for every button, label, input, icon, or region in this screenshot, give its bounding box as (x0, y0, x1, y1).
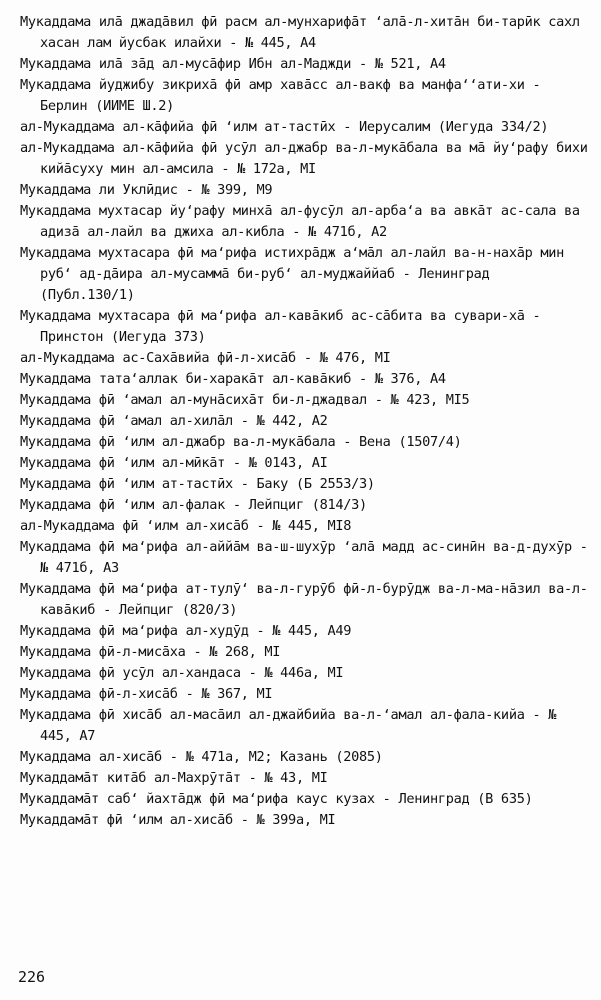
index-entry: Мукаддама ила̄ за̄д ал-муса̄фир Ибн ал-Маджди - № 521, А4 (20, 56, 446, 72)
index-entry: Мукаддама йуджибу зикриха̄ фӣ амр хава̄сс ал-вакф ва манфа‘‘ати-хи - Берлин (ИИМЕ Ш.2) (20, 77, 541, 114)
index-entry: ал-Мукаддама ал-ка̄фийа фӣ ‘илм ат-тастӣх - Иерусалим (Иегуда 334/2) (20, 119, 549, 135)
index-entry: Мукаддама ли Уклӣдис - № 399, М9 (20, 182, 273, 198)
index-entry: Мукаддама фӣ ма‘рифа ал-аййа̄м ва-ш-шухӯр ‘ала̄ мадд ас-синӣн ва-д-духӯр - № 471б, А3 (20, 539, 588, 576)
index-entry: Мукаддама фӣ ‘илм ал-фалак - Лейпциг (814/3) (20, 497, 367, 513)
index-entry: Мукаддама ал-хиса̄б - № 471а, М2; Казань (2085) (20, 749, 383, 765)
index-entry: Мукаддама фӣ ‘илм ал-мӣка̄т - № 0143, АI (20, 455, 328, 471)
index-entry: Мукаддама̄т саб‘ йахта̄дж фӣ ма‘рифа каус кузах - Ленинград (В 635) (20, 791, 533, 807)
index-entry: Мукаддама тата‘аллак би-харака̄т ал-кава̄киб - № 376, А4 (20, 371, 446, 387)
index-entry: ал-Мукаддама ас-Саха̄вийа фӣ-л-хиса̄б - № 476, МI (20, 350, 391, 366)
index-entry: ал-Мукаддама фӣ ‘илм ал-хиса̄б - № 445, МI8 (20, 518, 352, 534)
index-entry: Мукаддама мухтасара фӣ ма‘рифа истихра̄дж а‘ма̄л ал-лайл ва-н-наха̄р мин руб‘ ад-да̄ира ал-мусамма̄ би-руб‘ ал-муджаййаб - Ленинград (Публ.130/1) (20, 245, 565, 303)
index-entry: Мукаддама фӣ ма‘рифа ат-тулӯ‘ ва-л-гурӯб фӣ-л-бурӯдж ва-л-ма-на̄зил ва-л-кава̄киб - Лейпциг (820/3) (20, 581, 588, 618)
index-entry: ал-Мукаддама ал-ка̄фийа фӣ усӯл ал-джабр ва-л-мука̄бала ва ма̄ йу‘рафу бихи кийа̄сухy мин ал-амсила - № 172а, МI (20, 140, 588, 177)
index-entry: Мукаддама̄т фӣ ‘илм ал-хиса̄б - № 399а, МI (20, 812, 336, 828)
index-entry: Мукаддама фӣ-л-миса̄ха - № 268, МI (20, 644, 281, 660)
index-entry: Мукаддама фӣ ‘илм ат-тастӣх - Баку (Б 2553/3) (20, 476, 375, 492)
index-entry-list (20, 12, 588, 831)
index-entry: Мукаддама фӣ ‘амал ал-муна̄сиха̄т би-л-джадвал - № 423, МI5 (20, 392, 470, 408)
index-entry: Мукаддама мухтасара фӣ ма‘рифа ал-кава̄киб ас-са̄бита ва сувари-ха̄ - Принстон (Иегуда 373) (20, 308, 541, 345)
index-entry: Мукаддама ила̄ джадāвил фӣ расм ал-мунхарифāт ‘ала̄-л-хита̄н би-тарӣк сахл хасан лам йусбак илайхи - № 445, А4 (20, 14, 580, 51)
index-entry: Мукаддама фӣ ма‘рифа ал-худӯд - № 445, А49 (20, 623, 352, 639)
page-number: 226 (18, 968, 46, 986)
index-entry: Мукаддама̄т кита̄б ал-Махрӯта̄т - № 43, МI (20, 770, 328, 786)
index-entry: Мукаддама фӣ усӯл ал-хандаса - № 446а, МI (20, 665, 344, 681)
index-entry: Мукаддама фӣ-л-хиса̄б - № 367, МI (20, 686, 273, 702)
index-entry: Мукаддама фӣ ‘амал ал-хила̄л - № 442, А2 (20, 413, 328, 429)
index-entry: Мукаддама мухтасар йу‘рафу минха̄ ал-фусӯл ал-арба‘а ва авка̄т ас-сала ва адиза̄ ал-лайл ва джиха ал-кибла - № 471б, А2 (20, 203, 580, 240)
index-entry: Мукаддама фӣ ‘илм ал-джабр ва-л-мука̄бала - Вена (1507/4) (20, 434, 462, 450)
index-entry: Мукаддама фӣ хиса̄б ал-маса̄ил ал-джайбийа ва-л-‘амал ал-фала-кийа - № 445, А7 (20, 707, 557, 744)
